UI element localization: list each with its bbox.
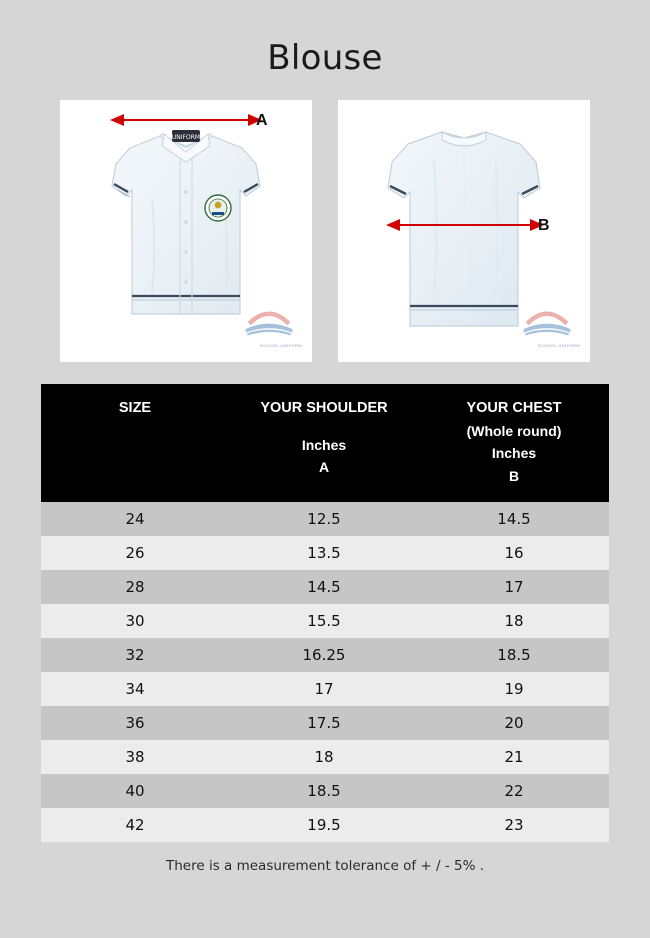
cell-shoulder: 18 bbox=[229, 740, 419, 774]
size-table bbox=[41, 384, 609, 842]
cell-chest: 18.5 bbox=[419, 638, 609, 672]
watermark-text: SCHOOL UNIFORM bbox=[537, 343, 580, 348]
header-size bbox=[41, 384, 229, 502]
cell-size: 32 bbox=[41, 638, 229, 672]
header-chest bbox=[419, 384, 609, 502]
table-row bbox=[41, 638, 609, 672]
header-chest-label: YOUR CHEST bbox=[466, 400, 562, 416]
cell-chest: 23 bbox=[419, 808, 609, 842]
header-chest-note: (Whole round) bbox=[466, 423, 562, 440]
measure-label-a: A bbox=[256, 112, 268, 129]
header-size-label: SIZE bbox=[118, 400, 152, 416]
size-table-body bbox=[41, 502, 609, 842]
cell-shoulder: 14.5 bbox=[229, 570, 419, 604]
watermark-icon bbox=[520, 300, 574, 340]
measure-label-b: B bbox=[538, 217, 550, 234]
cell-chest: 20 bbox=[419, 706, 609, 740]
cell-shoulder: 16.25 bbox=[229, 638, 419, 672]
cell-size: 42 bbox=[41, 808, 229, 842]
header-shoulder bbox=[229, 384, 419, 502]
tolerance-note: There is a measurement tolerance of + / - 5% . bbox=[166, 857, 484, 874]
cell-size: 36 bbox=[41, 706, 229, 740]
table-row bbox=[41, 570, 609, 604]
table-row bbox=[41, 672, 609, 706]
table-header-row bbox=[41, 384, 609, 502]
cell-chest: 16 bbox=[419, 536, 609, 570]
header-shoulder-unit: Inches bbox=[301, 437, 347, 454]
table-row bbox=[41, 740, 609, 774]
cell-chest: 22 bbox=[419, 774, 609, 808]
table-row bbox=[41, 706, 609, 740]
cell-shoulder: 13.5 bbox=[229, 536, 419, 570]
cell-size: 28 bbox=[41, 570, 229, 604]
blouse-back-image bbox=[338, 100, 590, 362]
size-table-container bbox=[41, 384, 609, 874]
cell-shoulder: 15.5 bbox=[229, 604, 419, 638]
page-title: Blouse bbox=[267, 38, 383, 78]
header-chest-unit: Inches bbox=[491, 445, 537, 462]
watermark-text: SCHOOL UNIFORM bbox=[259, 343, 302, 348]
cell-size: 24 bbox=[41, 502, 229, 536]
watermark-icon bbox=[242, 300, 296, 340]
header-spacer bbox=[233, 419, 415, 433]
cell-size: 30 bbox=[41, 604, 229, 638]
table-row bbox=[41, 808, 609, 842]
cell-size: 38 bbox=[41, 740, 229, 774]
cell-shoulder: 18.5 bbox=[229, 774, 419, 808]
cell-size: 34 bbox=[41, 672, 229, 706]
table-row bbox=[41, 502, 609, 536]
table-row bbox=[41, 774, 609, 808]
header-shoulder-key: A bbox=[318, 459, 330, 476]
cell-shoulder: 12.5 bbox=[229, 502, 419, 536]
cell-shoulder: 19.5 bbox=[229, 808, 419, 842]
cell-chest: 21 bbox=[419, 740, 609, 774]
product-images bbox=[0, 100, 650, 362]
cell-size: 26 bbox=[41, 536, 229, 570]
blouse-front-image bbox=[60, 100, 312, 362]
table-row bbox=[41, 536, 609, 570]
cell-chest: 18 bbox=[419, 604, 609, 638]
cell-size: 40 bbox=[41, 774, 229, 808]
cell-chest: 17 bbox=[419, 570, 609, 604]
cell-shoulder: 17 bbox=[229, 672, 419, 706]
cell-shoulder: 17.5 bbox=[229, 706, 419, 740]
cell-chest: 19 bbox=[419, 672, 609, 706]
header-shoulder-label: YOUR SHOULDER bbox=[260, 400, 388, 416]
table-row bbox=[41, 604, 609, 638]
cell-chest: 14.5 bbox=[419, 502, 609, 536]
svg-text:UNIFORM: UNIFORM bbox=[171, 134, 201, 141]
header-chest-key: B bbox=[508, 467, 520, 484]
size-table-head bbox=[41, 384, 609, 502]
